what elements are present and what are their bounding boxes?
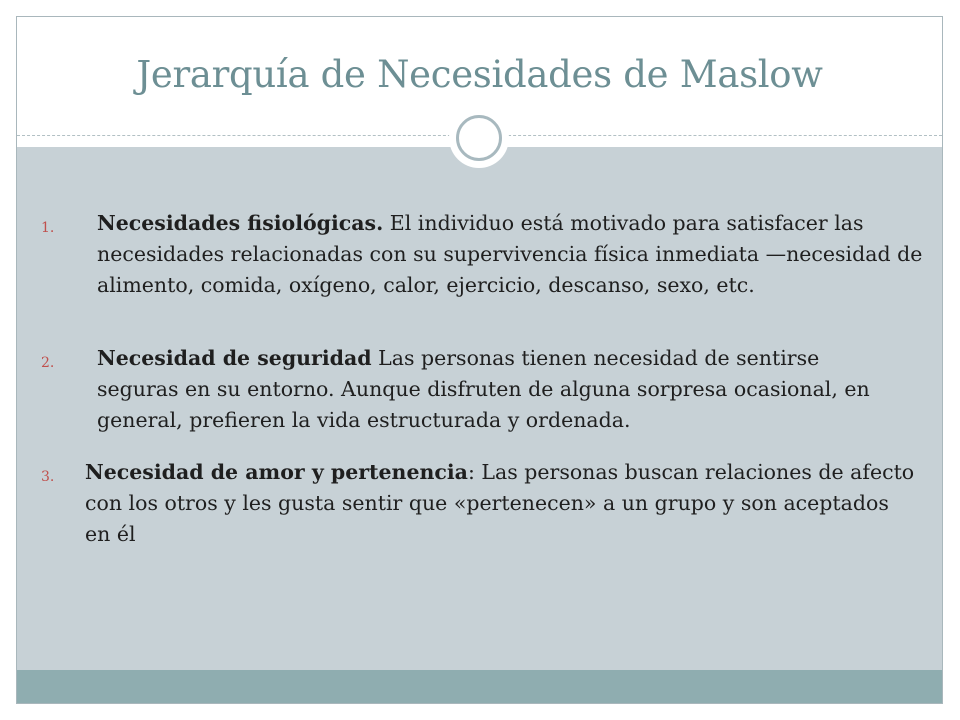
list-number: 1. bbox=[41, 220, 55, 236]
list-item-body: Las personas tienen necesidad de sentirse seguras en su entorno. Aunque disfruten de alguna sorpresa ocasional, en general, prefieren la vida estructurada y ordenada. bbox=[97, 346, 870, 432]
list-item-heading: Necesidad de seguridad bbox=[97, 346, 372, 370]
list-item bbox=[85, 457, 920, 550]
slide bbox=[16, 16, 943, 704]
list-item-body: El individuo está motivado para satisfacer las necesidades relacionadas con su supervivencia física inmediata —necesidad de alimento, comida, oxígeno, calor, ejercicio, descanso, sexo, etc. bbox=[97, 211, 923, 297]
list-item-heading: Necesidad de amor y pertenencia bbox=[85, 460, 468, 484]
circle-ring-icon bbox=[456, 115, 502, 161]
list-item bbox=[97, 208, 927, 301]
list-item-heading: Necesidades fisiológicas. bbox=[97, 211, 384, 235]
list-item-body: : Las personas buscan relaciones de afecto con los otros y les gusta sentir que «pertenecen» a un grupo y son aceptados en él bbox=[85, 460, 915, 546]
list-item bbox=[97, 343, 907, 436]
list-number: 2. bbox=[41, 355, 55, 371]
list-number: 3. bbox=[41, 469, 55, 485]
footer-band bbox=[17, 670, 942, 703]
slide-title: Jerarquía de Necesidades de Maslow bbox=[136, 53, 823, 96]
content-area bbox=[17, 147, 942, 672]
